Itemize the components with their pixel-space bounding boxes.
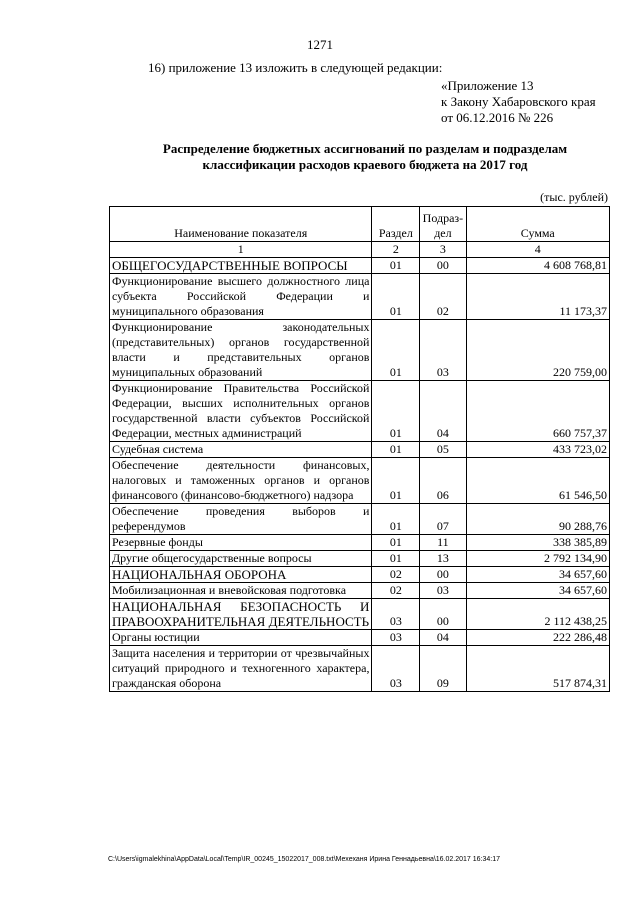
- row-section: 01: [372, 442, 420, 458]
- row-name: Другие общегосударственные вопросы: [110, 551, 372, 567]
- row-sum: 433 723,02: [466, 442, 609, 458]
- row-name: Функционирование Правительства Российской Федерации, высших исполнительных органов государственной власти субъектов Российской Федерации, местных администраций: [110, 381, 372, 442]
- appendix-line-2: к Закону Хабаровского края: [441, 94, 596, 109]
- row-name: Функционирование законодательных (представительных) органов государственной власти и представительных органов муниципальных образований: [110, 320, 372, 381]
- row-name: Резервные фонды: [110, 535, 372, 551]
- row-name: ОБЩЕГОСУДАРСТВЕННЫЕ ВОПРОСЫ: [110, 258, 372, 274]
- row-subsection: 02: [420, 274, 466, 320]
- row-section: 01: [372, 504, 420, 535]
- table-row: [110, 599, 610, 630]
- intro-line: 16) приложение 13 изложить в следующей редакции:: [148, 60, 443, 75]
- row-name: Судебная система: [110, 442, 372, 458]
- appendix-line-1: «Приложение 13: [441, 78, 534, 93]
- row-name: Защита населения и территории от чрезвычайных ситуаций природного и техногенного характера, гражданская оборона: [110, 646, 372, 692]
- row-name: Функционирование высшего должностного лица субъекта Российской Федерации и муниципального образования: [110, 274, 372, 320]
- row-section: 01: [372, 535, 420, 551]
- row-sum: 338 385,89: [466, 535, 609, 551]
- column-index: 3: [420, 242, 466, 258]
- row-sum: 90 288,76: [466, 504, 609, 535]
- row-subsection: 05: [420, 442, 466, 458]
- table-row: [110, 442, 610, 458]
- row-name: Обеспечение проведения выборов и референдумов: [110, 504, 372, 535]
- column-index: 2: [372, 242, 420, 258]
- row-sum: 660 757,37: [466, 381, 609, 442]
- row-section: 02: [372, 567, 420, 583]
- row-subsection: 00: [420, 567, 466, 583]
- header-subsection: Подраз- дел: [420, 207, 466, 242]
- appendix-reference: [441, 78, 596, 126]
- row-name: НАЦИОНАЛЬНАЯ БЕЗОПАСНОСТЬ И ПРАВООХРАНИТЕЛЬНАЯ ДЕЯТЕЛЬНОСТЬ: [110, 599, 372, 630]
- row-subsection: 07: [420, 504, 466, 535]
- table-row: [110, 274, 610, 320]
- row-section: 01: [372, 458, 420, 504]
- row-sum: 61 546,50: [466, 458, 609, 504]
- row-section: 03: [372, 599, 420, 630]
- table-row: [110, 458, 610, 504]
- row-name: Мобилизационная и вневойсковая подготовка: [110, 583, 372, 599]
- header-name: Наименование показателя: [110, 207, 372, 242]
- row-section: 03: [372, 646, 420, 692]
- units-label: (тыс. рублей): [540, 190, 608, 204]
- page-number: 1271: [307, 37, 333, 52]
- table-row: [110, 646, 610, 692]
- row-sum: 2 792 134,90: [466, 551, 609, 567]
- table-row: [110, 630, 610, 646]
- table-row: [110, 504, 610, 535]
- row-sum: 220 759,00: [466, 320, 609, 381]
- row-subsection: 03: [420, 583, 466, 599]
- document-title: [110, 141, 620, 173]
- row-name: Обеспечение деятельности финансовых, налоговых и таможенных органов и органов финансового (финансово-бюджетного) надзора: [110, 458, 372, 504]
- row-section: 01: [372, 381, 420, 442]
- row-sum: 34 657,60: [466, 583, 609, 599]
- budget-table: [109, 206, 610, 692]
- row-section: 03: [372, 630, 420, 646]
- row-subsection: 03: [420, 320, 466, 381]
- header-sum: Сумма: [466, 207, 609, 242]
- row-subsection: 00: [420, 599, 466, 630]
- row-subsection: 06: [420, 458, 466, 504]
- row-section: 01: [372, 274, 420, 320]
- table-row: [110, 583, 610, 599]
- title-line-1: Распределение бюджетных ассигнований по разделам и подразделам: [162, 141, 568, 156]
- row-sum: 517 874,31: [466, 646, 609, 692]
- row-sum: 11 173,37: [466, 274, 609, 320]
- header-section: Раздел: [372, 207, 420, 242]
- title-line-2: классификации расходов краевого бюджета на 2017 год: [202, 157, 528, 172]
- table-row: [110, 567, 610, 583]
- row-subsection: 13: [420, 551, 466, 567]
- row-subsection: 11: [420, 535, 466, 551]
- table-row: [110, 381, 610, 442]
- row-sum: 4 608 768,81: [466, 258, 609, 274]
- row-sum: 34 657,60: [466, 567, 609, 583]
- row-subsection: 04: [420, 381, 466, 442]
- row-sum: 2 112 438,25: [466, 599, 609, 630]
- table-row: [110, 551, 610, 567]
- row-section: 02: [372, 583, 420, 599]
- row-subsection: 09: [420, 646, 466, 692]
- table-header-row: [110, 207, 610, 242]
- appendix-line-3: от 06.12.2016 № 226: [441, 110, 554, 125]
- column-index: 1: [110, 242, 372, 258]
- row-section: 01: [372, 258, 420, 274]
- row-sum: 222 286,48: [466, 630, 609, 646]
- row-name: НАЦИОНАЛЬНАЯ ОБОРОНА: [110, 567, 372, 583]
- table-row: [110, 320, 610, 381]
- column-index-row: [110, 242, 610, 258]
- table-row: [110, 535, 610, 551]
- row-subsection: 04: [420, 630, 466, 646]
- row-section: 01: [372, 551, 420, 567]
- column-index: 4: [466, 242, 609, 258]
- row-name: Органы юстиции: [110, 630, 372, 646]
- row-section: 01: [372, 320, 420, 381]
- row-subsection: 00: [420, 258, 466, 274]
- table-row: [110, 258, 610, 274]
- file-path-footer: C:\Users\igmalekhina\AppData\Local\Temp\IR_00245_15022017_008.txt\Мехеханя Ирина Геннадьевна\16.02.2017 16:34:17: [108, 856, 501, 863]
